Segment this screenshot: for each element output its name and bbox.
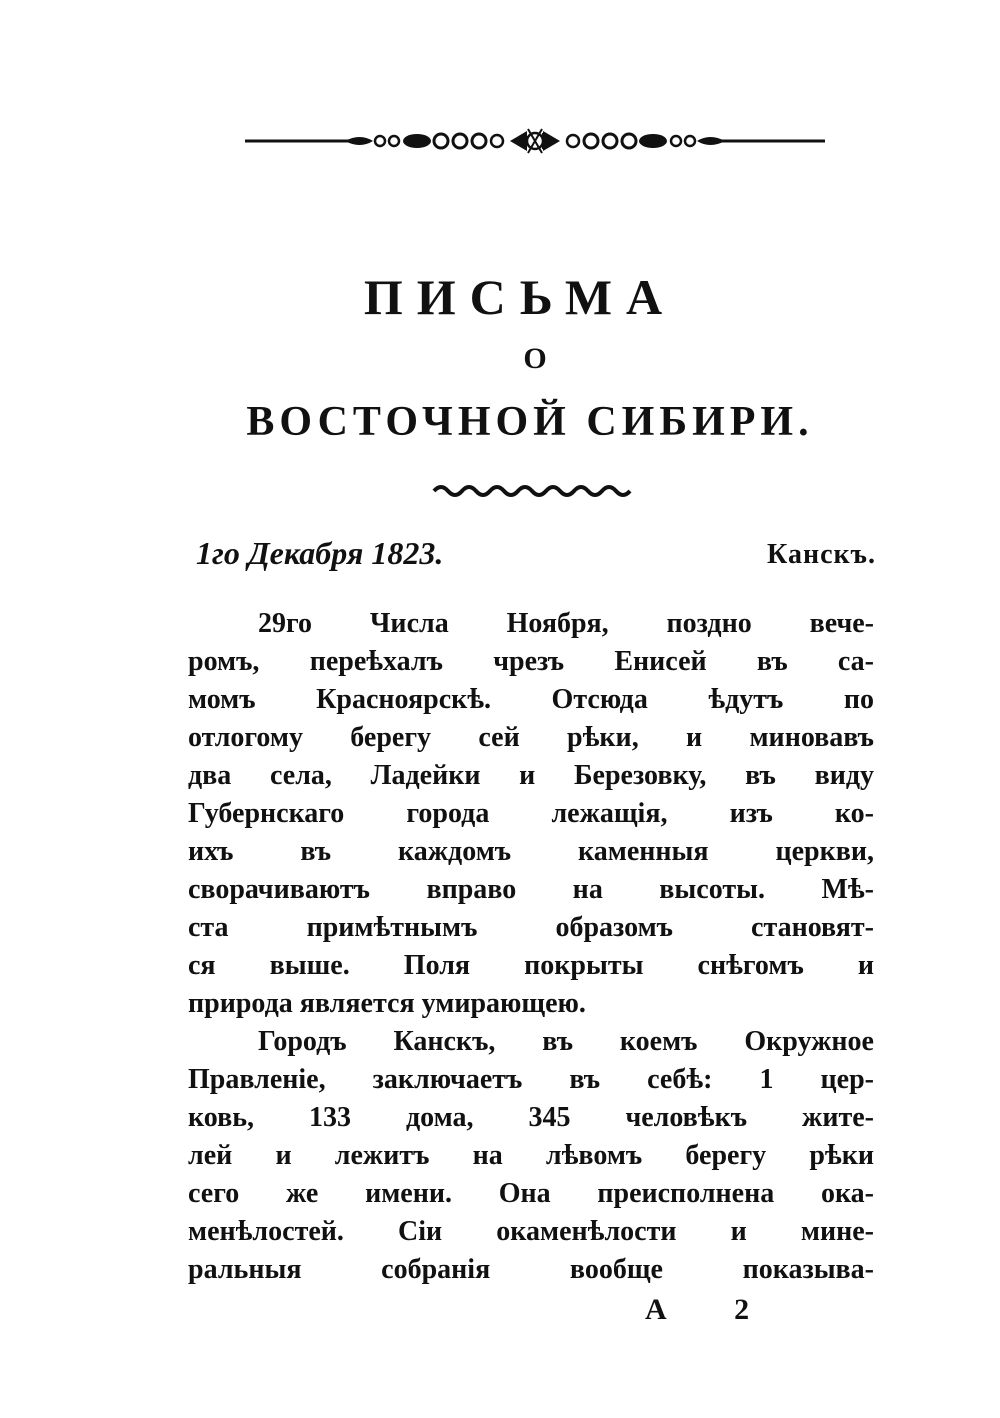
text-line: менѣлостей. Сіи окаменѣлости и мине- [188,1216,874,1247]
text-line: природа является умирающею. [188,988,586,1019]
text-line: 29го Числа Ноября, поздно вече- [258,608,874,639]
dateline [196,535,876,585]
signature-mark: А 2 [645,1293,780,1326]
text-line: момъ Красноярскѣ. Отсюда ѣдутъ по [188,684,874,715]
letter-date: 1го Декабря 1823. [196,535,444,571]
text-line: Правленіе, заключаетъ въ себѣ: 1 цер- [188,1064,874,1095]
wavy-divider [432,482,637,500]
text-line: ихъ въ каждомъ каменныя церкви, [188,836,874,867]
text-line: лей и лежитъ на лѣвомъ берегу рѣки [188,1140,874,1171]
text-line: сего же имени. Она преисполнена ока- [188,1178,874,1209]
text-line: ковь, 133 дома, 345 человѣкъ жите- [188,1102,874,1133]
text-line: два села, Ладейки и Березовку, въ виду [188,760,874,791]
letter-place: Канскъ. [767,539,876,570]
text-line: отлогому берегу сей рѣки, и миновавъ [188,722,874,753]
text-line: ста примѣтнымъ образомъ становят- [188,912,874,943]
header-ornament [245,125,825,157]
text-line: ральныя собранія вообще показыва- [188,1254,874,1285]
title-line-1: ПИСЬМА [363,269,677,325]
text-line: Городъ Канскъ, въ коемъ Окружное [258,1026,874,1057]
title-line-2: О [523,342,547,375]
text-line: ромъ, переѣхалъ чрезъ Енисей въ са- [188,646,874,677]
text-line: ся выше. Поля покрыты снѣгомъ и [188,950,874,981]
text-line: Губернскаго города лежащія, изъ ко- [188,798,874,829]
text-line: сворачиваютъ вправо на высоты. Мѣ- [188,874,874,905]
title-line-3: ВОСТОЧНОЙ СИБИРИ. [246,399,814,445]
